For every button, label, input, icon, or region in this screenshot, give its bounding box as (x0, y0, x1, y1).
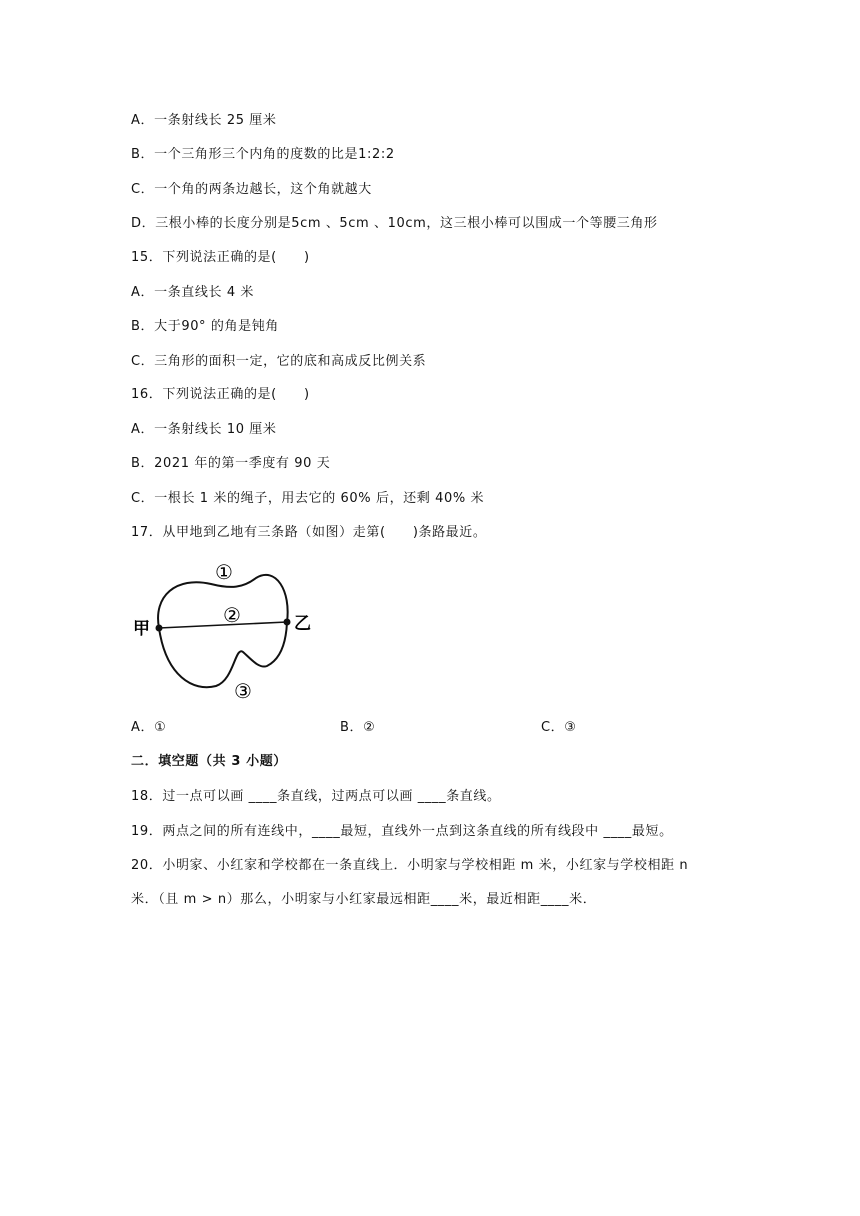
q14-option-c: C．一个角的两条边越长，这个角就越大 (131, 182, 372, 197)
route-1-label: ① (215, 560, 233, 584)
route-diagram (131, 556, 331, 706)
q16-option-b: B．2021 年的第一季度有 90 天 (131, 456, 331, 471)
q14-option-a: A．一条射线长 25 厘米 (131, 113, 277, 128)
q19-text: 19．两点之间的所有连线中，____最短，直线外一点到这条直线的所有线段中 ____最短。 (131, 824, 673, 839)
section-title: 二．填空题（共 3 小题） (131, 754, 287, 769)
q20-line1: 20．小明家、小红家和学校都在一条直线上．小明家与学校相距 m 米，小红家与学校相距 n (131, 858, 689, 873)
q18-text: 18．过一点可以画 ____条直线，过两点可以画 ____条直线。 (131, 789, 501, 804)
q16-option-a: A．一条射线长 10 厘米 (131, 422, 277, 437)
q16-option-c: C．一根长 1 米的绳子，用去它的 60% 后，还剩 40% 米 (131, 491, 485, 506)
route-outline (158, 575, 288, 687)
end-point (284, 619, 291, 626)
route-3-label: ③ (234, 679, 252, 703)
q17-stem: 17．从甲地到乙地有三条路（如图）走第( )条路最近。 (131, 525, 487, 540)
q20-line2: 米．（且 m > n）那么，小明家与小红家最远相距____米，最近相距____米． (131, 892, 597, 907)
q15-option-b: B．大于90° 的角是钝角 (131, 319, 279, 334)
end-label: 乙 (294, 614, 311, 634)
route-2-label: ② (223, 603, 241, 627)
q16-stem: 16．下列说法正确的是( ) (131, 387, 310, 402)
q17-option-c: C．③ (541, 720, 577, 735)
q15-option-c: C．三角形的面积一定，它的底和高成反比例关系 (131, 354, 427, 369)
q14-option-d: D．三根小棒的长度分别是5cm 、5cm 、10cm，这三根小棒可以围成一个等腰三角形 (131, 216, 658, 231)
q17-option-a: A．① (131, 720, 167, 735)
start-label: 甲 (133, 619, 150, 639)
q15-option-a: A．一条直线长 4 米 (131, 285, 255, 300)
q14-option-b: B．一个三角形三个内角的度数的比是1:2:2 (131, 147, 395, 162)
q15-stem: 15．下列说法正确的是( ) (131, 250, 310, 265)
q17-option-b: B．② (340, 720, 376, 735)
start-point (156, 625, 163, 632)
